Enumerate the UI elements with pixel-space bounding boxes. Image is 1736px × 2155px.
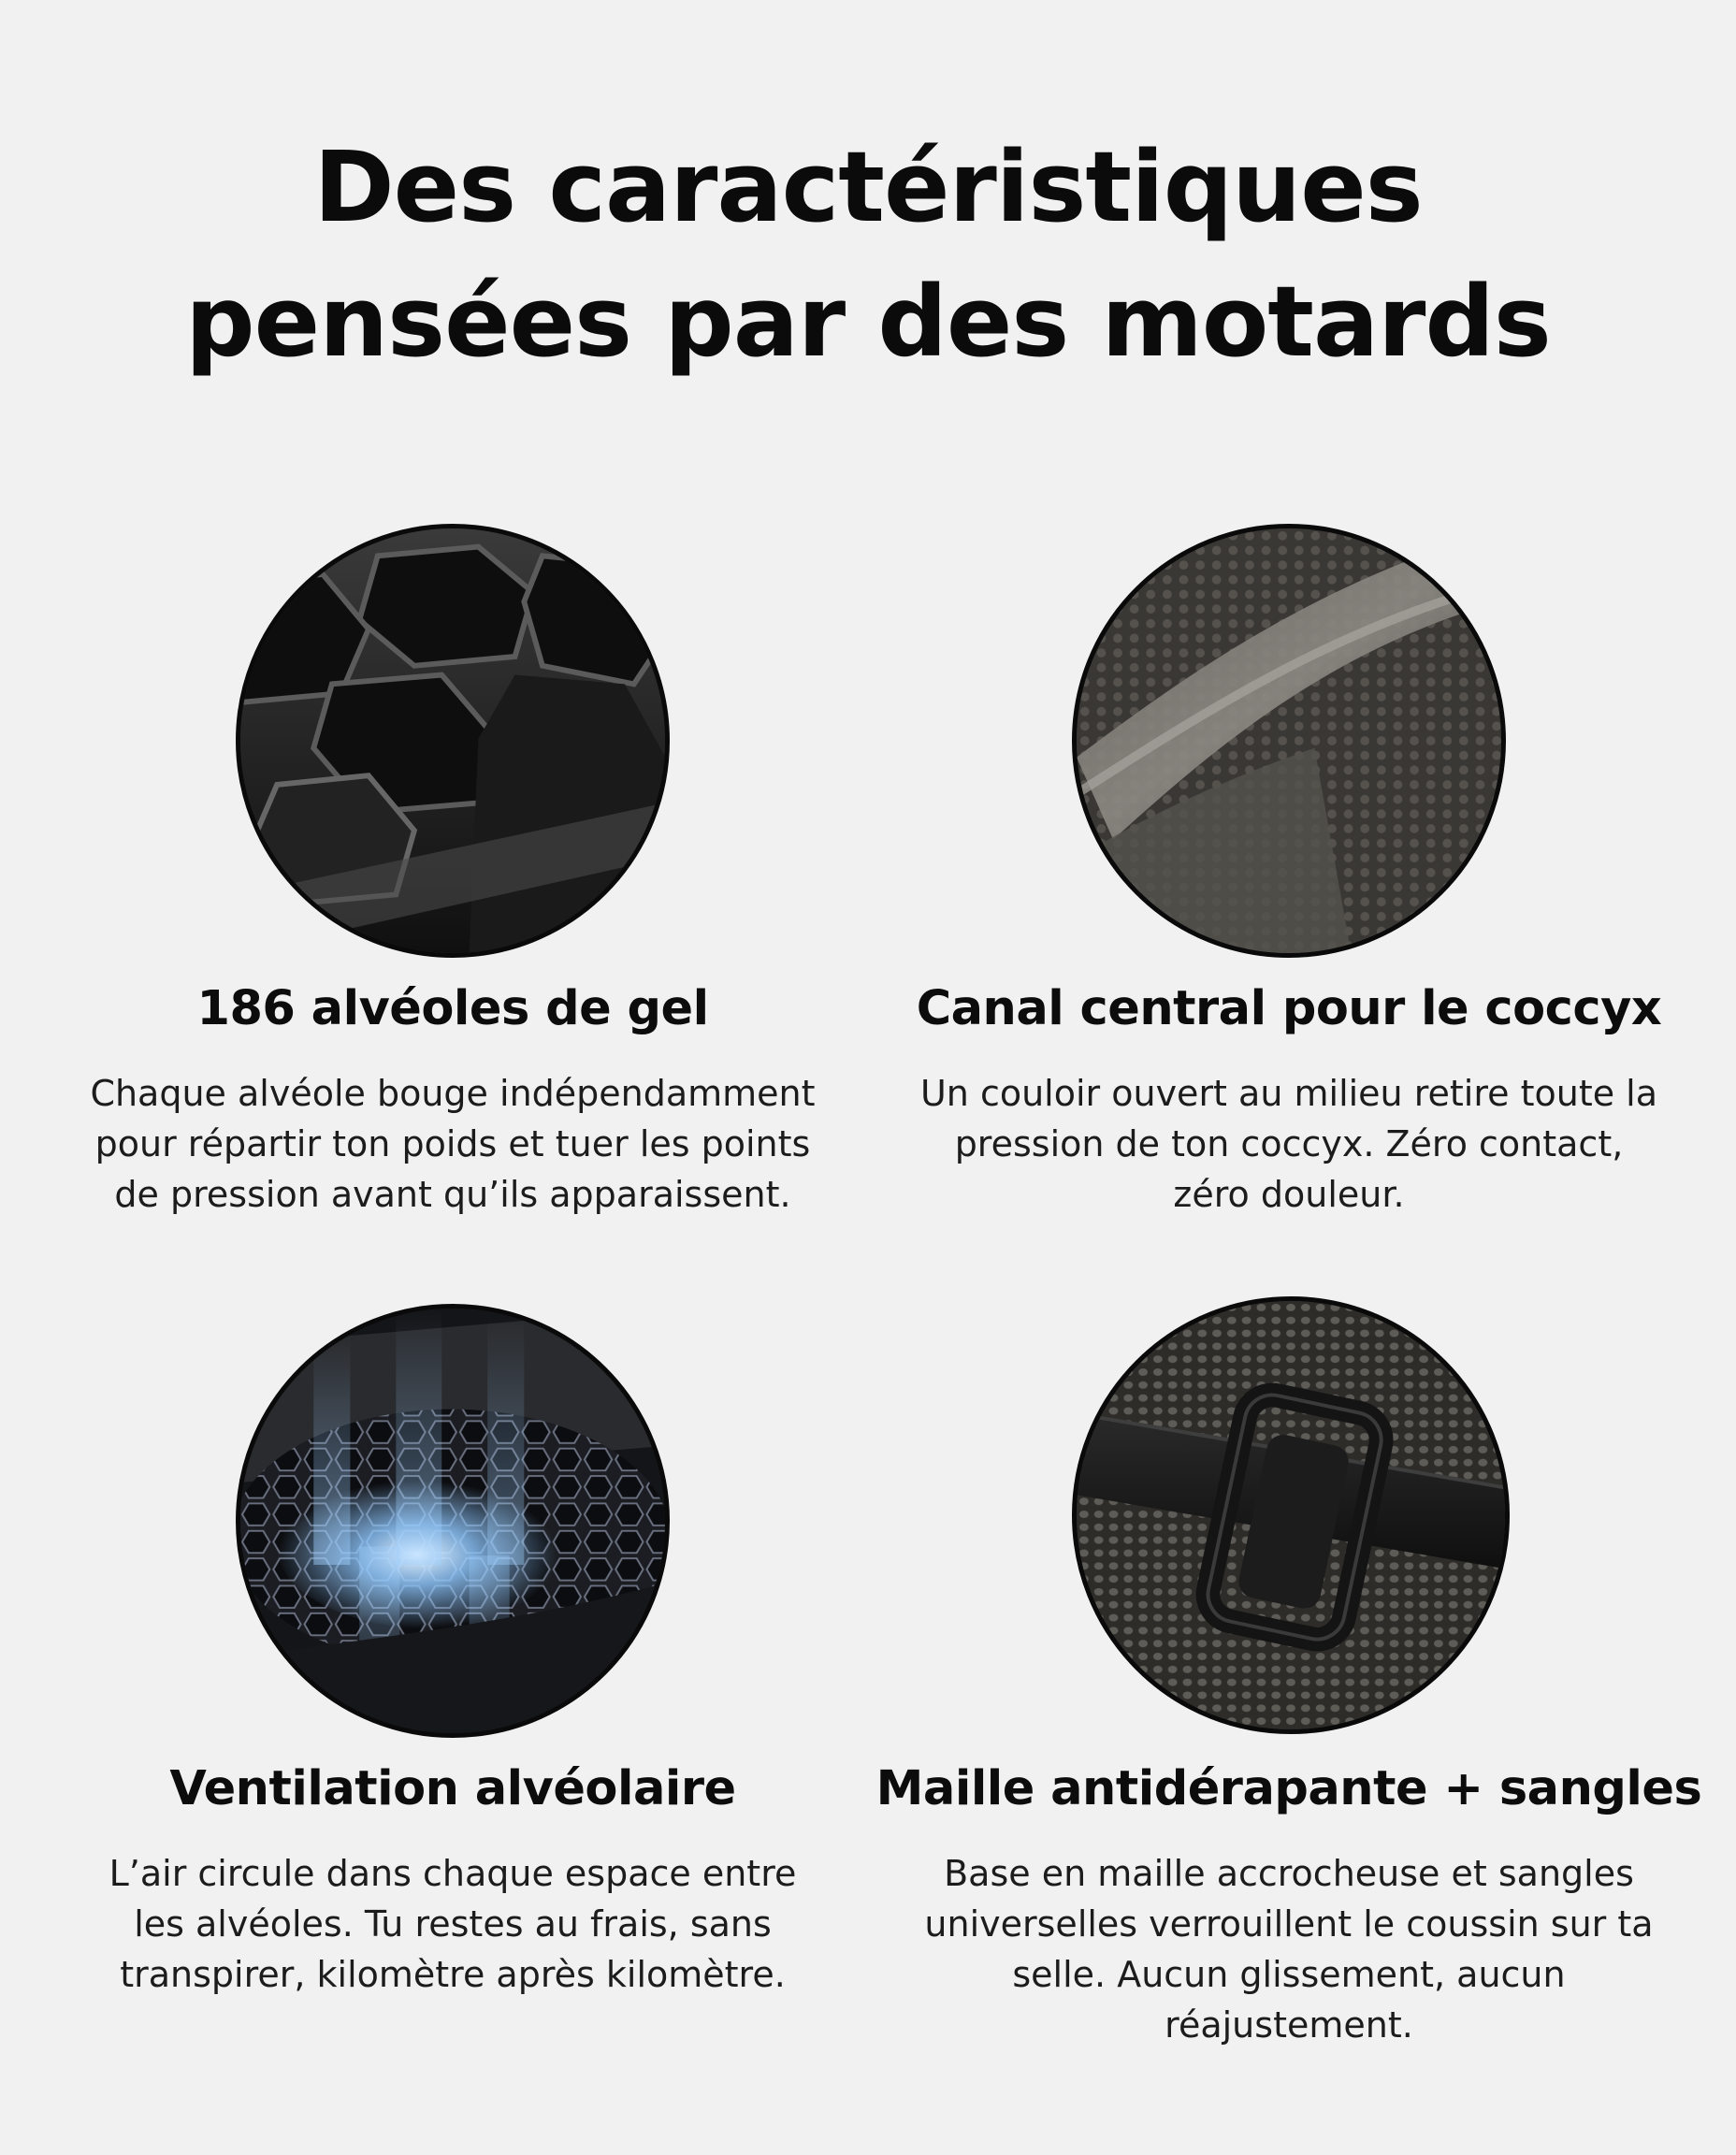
feature-ventilation [32, 1304, 874, 2071]
feature-description: Un couloir ouvert au milieu retire toute la pression de ton coccyx. Zéro contact, zéro douleur. [919, 1073, 1658, 1215]
page-title-line-1: Des caractéristiques [313, 130, 1423, 244]
feature-title: Ventilation alvéolaire [169, 1761, 736, 1816]
mesh-strap-image [1072, 1296, 1510, 1734]
gel-honeycomb-icon [240, 528, 665, 953]
feature-description: L’air circule dans chaque espace entre les alvéoles. Tu restes au frais, sans transpirer, kilomètre après kilomètre. [108, 1853, 797, 1995]
airflow-honeycomb-icon [240, 1309, 665, 1733]
central-channel-image [1072, 524, 1506, 958]
feature-title: Maille antidérapante + sangles [875, 1761, 1702, 1816]
page-title [0, 120, 1736, 389]
feature-title: Canal central pour le coccyx [916, 981, 1662, 1036]
feature-description: Chaque alvéole bouge indépendamment pour répartir ton poids et tuer les points de pression avant qu’ils apparaissent. [90, 1073, 816, 1215]
feature-title: 186 alvéoles de gel [196, 981, 709, 1036]
feature-anti-slip-mesh [868, 1296, 1710, 2073]
mesh-buckle-icon [1077, 1301, 1505, 1729]
page-title-line-2: pensées par des motards [185, 265, 1551, 379]
gel-honeycomb-image [236, 524, 670, 958]
feature-gel-cells [32, 524, 874, 1291]
airflow-honeycomb-image [236, 1304, 670, 1738]
feature-description: Base en maille accrocheuse et sangles universelles verrouillent le coussin sur ta selle. Aucun glissement, aucun réajustement. [924, 1853, 1654, 2046]
central-channel-icon [1077, 528, 1501, 953]
feature-central-channel [868, 524, 1710, 1291]
